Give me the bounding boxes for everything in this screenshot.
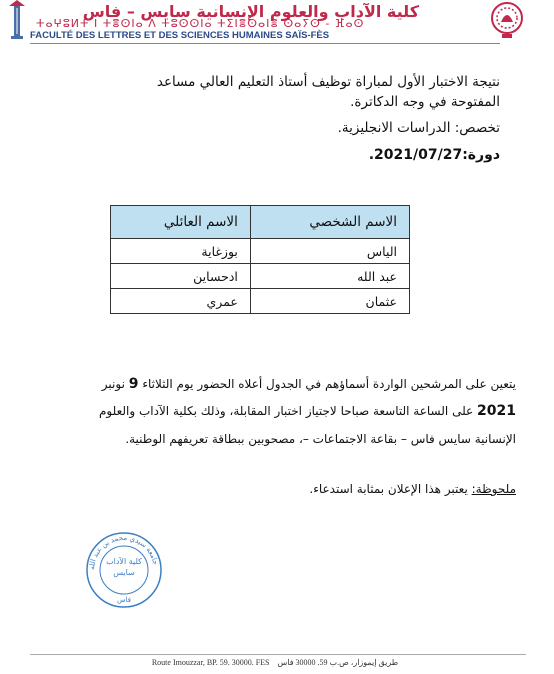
note-label: ملحوظة:	[471, 482, 516, 496]
footer-address	[110, 658, 440, 667]
faculty-logo-icon	[490, 0, 524, 40]
candidates-table	[110, 205, 410, 314]
official-stamp	[84, 530, 164, 610]
table-row	[111, 264, 410, 289]
title-line-2: المفتوحة في وجه الدكاترة.	[350, 94, 500, 110]
footer-divider	[30, 654, 526, 655]
body-line-2	[26, 403, 516, 419]
note	[309, 482, 516, 496]
first-name-cell: عثمان	[250, 289, 409, 314]
header-divider	[30, 43, 500, 44]
footer-address-french: Route Imouzzar, BP. 59. 30000. FES	[151, 658, 270, 667]
body-year: 2021	[477, 403, 516, 419]
footer-address-arabic: طريق إيموزار، ص.ب 59. 30000 فاس	[277, 658, 399, 667]
stamp-line-3: فاس	[116, 596, 132, 604]
table-header-row	[111, 206, 410, 239]
faculty-name-tifinagh: ⵜⴰⵖⵓⵍⵜ ⵏ ⵜⴻⵙⵏⴰ ⴷ ⵜⵓⵙⵙⵏⴰ ⵜⵉⵏⴻⵙⴰⵏⴻ ⵙⴰⵢⵙ - ⴼⴰⵙ	[36, 17, 365, 30]
table-row	[111, 289, 410, 314]
stamp-line-2: سايس	[113, 568, 135, 577]
body-line-1-text: يتعين على المرشحين الواردة أسماؤهم في الجدول أعلاه الحضور يوم الثلاثاء	[142, 377, 516, 391]
session-date: دورة:2021/07/27.	[368, 147, 500, 163]
family-name-cell: بوزغاية	[111, 239, 251, 264]
specialty: تخصص: الدراسات الانجليزية.	[337, 120, 500, 136]
faculty-name-arabic: كلية الآداب والعلوم الإنسانية سايس – فاس	[82, 2, 419, 21]
body-line-3: الإنسانية سايس فاس – بقاعة الاجتماعات –، مصحوبين ببطاقة تعريفهم الوطنية.	[125, 432, 516, 446]
stamp-line-1: كلية الآداب	[106, 557, 142, 566]
column-header-first-name: الاسم الشخصي	[250, 206, 409, 239]
note-text: يعتبر هذا الإعلان بمثابة استدعاء.	[309, 482, 472, 496]
first-name-cell: الياس	[250, 239, 409, 264]
stamp-outer-text: جامعة سيدي محمد بن عبد الله	[87, 533, 160, 571]
letterhead	[0, 0, 554, 46]
family-name-cell: ادحساين	[111, 264, 251, 289]
university-emblem-icon	[6, 0, 28, 40]
column-header-family-name: الاسم العائلي	[111, 206, 251, 239]
family-name-cell: عمري	[111, 289, 251, 314]
table-row	[111, 239, 410, 264]
body-line-2-text: على الساعة التاسعة صباحا لاجتياز اختبار المقابلة، وذلك بكلية الآداب والعلوم	[98, 404, 474, 418]
first-name-cell: عبد الله	[250, 264, 409, 289]
title-line-1: نتيجة الاختبار الأول لمباراة توظيف أستاذ التعليم العالي مساعد	[156, 74, 500, 90]
faculty-name-french: FACULTÉ DES LETTRES ET DES SCIENCES HUMAINES SAÏS-FÈS	[30, 30, 330, 41]
body-day-number: 9	[128, 376, 139, 392]
body-month: نونبر	[101, 377, 125, 391]
body-line-1	[26, 376, 516, 392]
